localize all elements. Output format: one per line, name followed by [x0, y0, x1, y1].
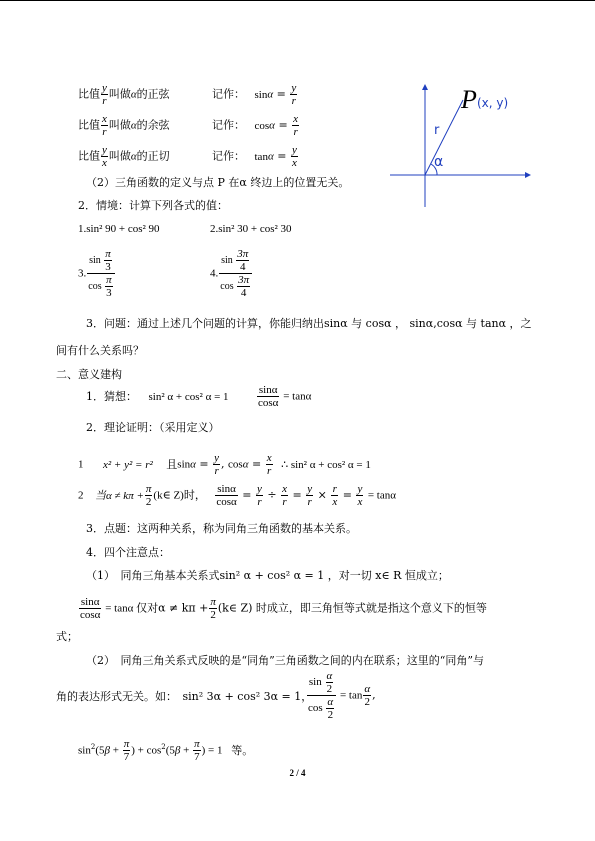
def-cos-notation: 记作： cosα = $\frac{x}{r}$: [212, 113, 299, 138]
guess-label: 1．猜想：: [86, 390, 137, 403]
frac-x-over-r: [292, 113, 299, 138]
note-n2: （2） 同角三角关系式反映的是“同角”三角函数之间的内在联系；这里的“同角”与: [86, 654, 484, 667]
def-sine-lead: 比值: [78, 87, 100, 101]
frac-num: y: [291, 144, 297, 156]
note-n2-cont: 角的表达形式无关。如： sin² 3α + cos² 3α = 1，: [56, 690, 313, 703]
def-cos-lead: 比值: [78, 118, 100, 132]
guess-identity-1: sin² α + cos² α = 1: [148, 391, 229, 403]
frac-num: x: [282, 483, 288, 495]
sin-over-cos: [215, 483, 237, 508]
frac-x-over-r: [101, 113, 108, 138]
frac-den: r: [102, 126, 107, 138]
pi-over-3: [104, 248, 112, 273]
proof1-conclusion: ∴ sin² α + cos² α = 1: [281, 458, 371, 471]
frac-den: cos $\frac{\alpha}{2}$: [308, 696, 334, 721]
frac-num: y: [214, 452, 220, 464]
sin-over-cos: [257, 384, 279, 409]
3pi-over-4: [237, 274, 250, 299]
proof-2: 2 当α ≠ kπ + $\frac{\pi}{2}$ (k∈ Z)时， $\frac{\sin\alpha}{\cos\alpha}$ = $\frac{y}{r}$ ÷ $\frac{x}{r}$ = $\frac{y}{r}$ × $\frac{r}{x}$ = $\frac{y}{x}$ = tanα: [78, 483, 396, 508]
frac-x-over-r: [281, 483, 288, 508]
frac-den: r: [293, 126, 298, 138]
exercise-1: 1.sin² 90 + cos² 90: [78, 223, 160, 235]
note-2: （2）三角函数的定义与点 P 在α 终边上的位置无关。: [86, 176, 350, 189]
frac-num: r: [332, 483, 337, 495]
frac-y-over-r: [101, 82, 108, 107]
exercise-4: [210, 248, 253, 299]
note-n3: $\sin^2(5\beta$ + $\frac{\pi}{7}$ ) + $\cos^2(5\beta$ + $\frac{\pi}{7}$ ) = 1 等。: [78, 738, 254, 763]
def-sine-tail: 的正弦: [136, 87, 170, 101]
theory-heading: 2．理论证明：（采用定义）: [86, 421, 220, 434]
frac-den: x: [332, 496, 338, 508]
fn-name: tan: [254, 150, 268, 163]
alpha-over-2: [363, 683, 371, 708]
question-3: 3．问题：通过上述几个问题的计算，你能归纳出sinα 与 cosα ， sinα,cosα 与 tanα ，之: [86, 317, 532, 330]
ex4-denominator: cos $\frac{3\pi}{4}$: [220, 274, 250, 299]
def-tan-notation: 记作： tanα = $\frac{y}{x}$: [212, 144, 297, 169]
note-n1-end: 式；: [56, 630, 78, 643]
r-label: r: [434, 123, 440, 138]
frac-num: α: [327, 696, 334, 708]
ex4-numerator: sin $\frac{3\pi}{4}$: [219, 248, 252, 274]
alpha-symbol: α: [130, 150, 137, 163]
frac-den: x: [357, 496, 363, 508]
alpha-over-2: [326, 670, 334, 695]
frac-y-over-r: [256, 483, 263, 508]
frac-den: 3: [105, 261, 111, 273]
n3-tail: 等。: [231, 743, 254, 757]
frac-den: r: [102, 95, 107, 107]
frac-num: x: [266, 452, 272, 464]
notation-label: 记作：: [212, 87, 245, 101]
frac-den: 7: [194, 751, 200, 763]
def-tangent: [78, 144, 170, 169]
frac-den: cosα: [80, 609, 101, 621]
frac-num: π: [105, 248, 111, 260]
frac-den: x: [102, 157, 107, 169]
alpha-symbol: α: [267, 150, 274, 163]
exercise-2: 2.sin² 30 + cos² 30: [210, 223, 292, 235]
frac-num: π: [145, 483, 152, 495]
def-sine: [78, 82, 170, 107]
frac-den: r: [267, 465, 272, 477]
frac-den: r: [282, 496, 287, 508]
alpha-symbol: α: [130, 119, 137, 132]
frac-y-over-r: [306, 483, 313, 508]
page-number: 2 / 4: [289, 768, 306, 778]
frac-num: y: [291, 82, 297, 94]
def-cos-mid: 叫做: [108, 118, 131, 132]
fn-name: sin: [254, 88, 268, 101]
note-n1-cont: $\frac{\sin\alpha}{\cos\alpha}$ = tanα 仅对α ≠ kπ + $\frac{\pi}{2}$ (k∈ Z) 时成立，即三角恒等式就是指这个意义下的恒等: [80, 596, 487, 621]
proof-1: 1 x² + y² = r² 且sinα = $\frac{y}{r}$ , cosα = $\frac{x}{r}$ ∴ sin² α + cos² α = 1: [78, 452, 371, 477]
fn-name: cos: [254, 119, 270, 132]
frac-num: 3π: [238, 274, 250, 286]
notation-label: 记作：: [212, 149, 245, 163]
frac-num: x: [102, 113, 107, 125]
frac-den: 7: [123, 751, 130, 763]
frac-den: cosα: [216, 496, 237, 508]
proof2-number: 2: [78, 489, 84, 502]
question-3-cont: 间有什么关系吗？: [56, 344, 144, 357]
guess-identity-2: $\frac{\sin\alpha}{\cos\alpha}$ = tanα: [258, 384, 312, 409]
frac-num: 3π: [237, 248, 249, 260]
ex4-fraction: [219, 248, 252, 299]
frac-num: sin $\frac{\alpha}{2}$: [307, 670, 336, 696]
frac-den: 2: [210, 609, 216, 621]
def-cos-tail: 的余弦: [136, 118, 170, 132]
proof1-and: 且: [166, 457, 178, 471]
pi-over-7: [123, 738, 131, 763]
frac-den: 3: [106, 287, 112, 299]
alpha-label: α: [434, 154, 444, 170]
frac-y-over-r: [290, 82, 297, 107]
def-tan-tail: 的正切: [136, 149, 170, 163]
ex3-label: 3.: [78, 267, 87, 280]
frac-den: r: [257, 496, 262, 508]
frac-num: α: [326, 670, 333, 682]
frac-num: y: [102, 144, 107, 156]
ex3-fraction: [87, 248, 114, 299]
frac-num: π: [210, 596, 216, 608]
frac-den: 2: [326, 683, 333, 695]
frac-y-over-x: [291, 144, 298, 169]
def-cosine: [78, 113, 170, 138]
frac-x-over-r: [266, 452, 273, 477]
situation-heading: 2．情境：计算下列各式的值：: [78, 199, 228, 212]
ex4-label: 4.: [210, 267, 219, 280]
frac-num: sinα: [258, 384, 278, 396]
comment-line: 3．点题：这两种关系，称为同角三角函数的基本关系。: [86, 522, 357, 535]
alpha-symbol: α: [269, 119, 275, 132]
frac-den: cosα: [258, 397, 279, 409]
alpha-symbol: α: [130, 88, 137, 101]
frac-den: r: [214, 465, 219, 477]
half-angle-identity: sin $\frac{\alpha}{2}$ cos $\frac{\alpha}{2}$ = tan $\frac{\alpha}{2}$ ,: [308, 670, 376, 721]
sin-half-over-cos-half: [307, 670, 336, 721]
frac-num: y: [257, 483, 262, 495]
proof2-condition-tail: (k∈ Z)时，: [153, 489, 206, 502]
n1b-tail: (k∈ Z) 时成立，即三角恒等式就是指这个意义下的恒等: [217, 601, 487, 615]
frac-num: π: [123, 738, 130, 750]
n1b-mid: 仅对α ≠ kπ +: [136, 601, 209, 615]
top-rule: [0, 0, 595, 1]
def-tan-lead: 比值: [78, 149, 100, 163]
frac-den: x: [291, 157, 297, 169]
frac-den: 4: [240, 261, 246, 273]
terminal-side: [425, 100, 463, 175]
frac-y-over-x: [356, 483, 363, 508]
frac-den: r: [307, 496, 312, 508]
frac-den: 4: [240, 287, 247, 299]
proof1-number: 1: [78, 458, 84, 471]
frac-den: 2: [145, 496, 152, 508]
frac-y-over-x: [101, 144, 108, 169]
def-sine-notation: 记作： sinα = $\frac{y}{r}$: [212, 82, 297, 107]
def-sine-mid: 叫做: [108, 87, 131, 101]
proof1-pythagoras: x² + y² = r²: [103, 458, 153, 471]
note-n1: （1） 同角三角基本关系式sin² α + cos² α = 1 ，对一切 x∈ R 恒成立；: [86, 569, 449, 582]
frac-r-over-x: [331, 483, 338, 508]
frac-num: sinα: [80, 596, 100, 608]
frac-num: y: [357, 483, 363, 495]
guess-line: [86, 390, 229, 404]
frac-y-over-r: [213, 452, 220, 477]
sin-over-cos: [79, 596, 101, 621]
point-p-label: P: [461, 85, 477, 114]
pi-over-2: [209, 596, 217, 621]
3pi-over-4: [236, 248, 249, 273]
frac-num: sinα: [217, 483, 236, 495]
frac-den: r: [291, 95, 296, 107]
pi-over-7: [193, 738, 201, 763]
alpha-symbol: α: [267, 88, 274, 101]
exercise-3: [78, 248, 116, 299]
ex3-denominator: cos $\frac{\pi}{3}$: [88, 274, 112, 299]
alpha-over-2: [326, 696, 334, 721]
notation-label: 记作：: [212, 118, 245, 132]
def-tan-mid: 叫做: [108, 149, 131, 163]
frac-den: 2: [327, 709, 334, 721]
proof2-condition: 当α ≠ kπ +: [95, 489, 144, 502]
four-points-heading: 4．四个注意点：: [86, 546, 170, 559]
pi-over-2: [145, 483, 153, 508]
frac-num: y: [307, 483, 313, 495]
frac-num: π: [106, 274, 112, 286]
frac-den: 2: [364, 696, 370, 708]
point-coords-label: (x, y): [477, 96, 509, 110]
section-2-heading: 二、意义建构: [56, 368, 122, 381]
ex3-numerator: sin $\frac{\pi}{3}$: [87, 248, 114, 274]
frac-num: x: [293, 113, 299, 125]
frac-num: y: [102, 82, 107, 94]
frac-num: π: [194, 738, 200, 750]
frac-num: α: [364, 683, 371, 695]
pi-over-3: [105, 274, 113, 299]
